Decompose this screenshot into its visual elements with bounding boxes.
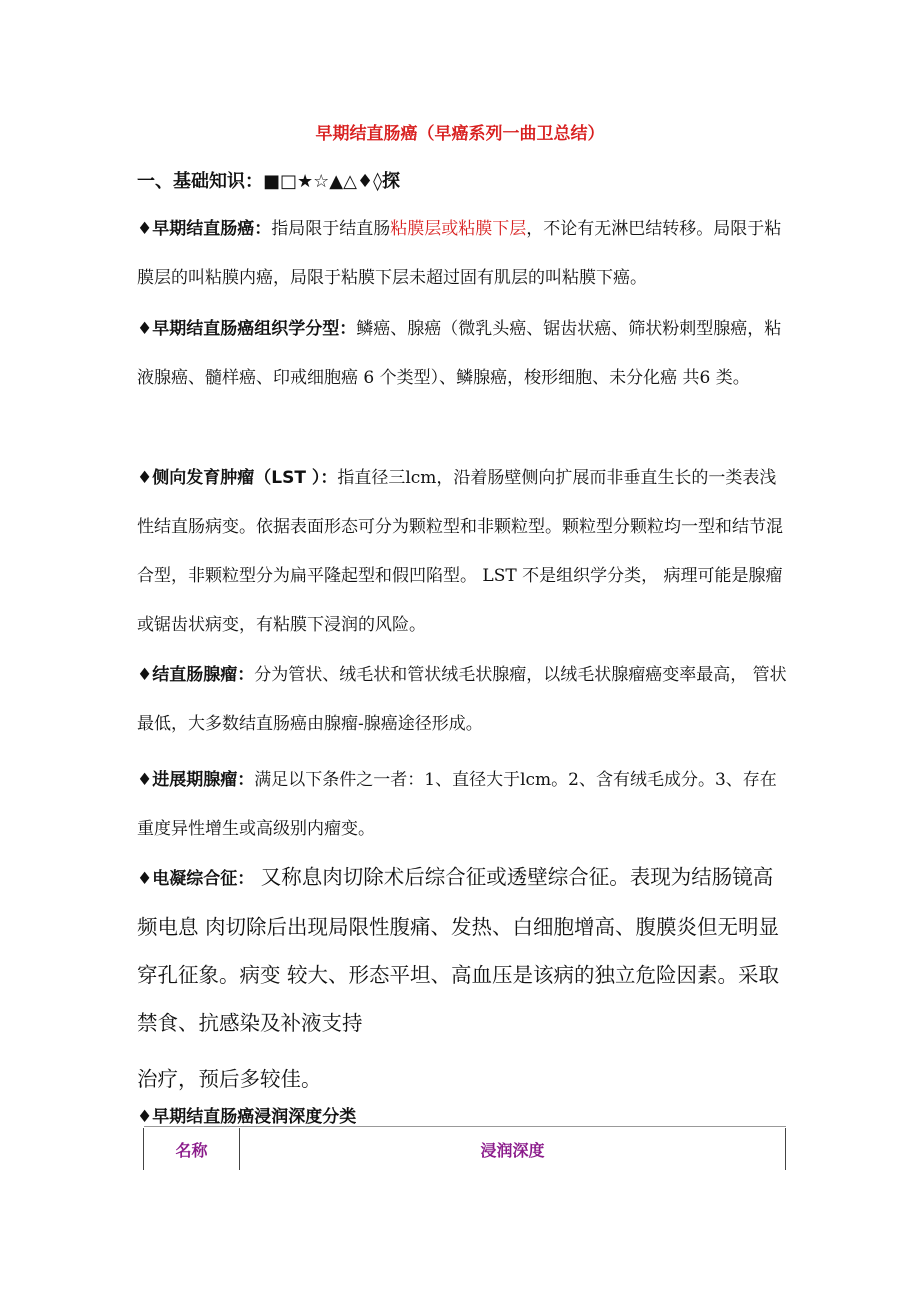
term-advanced-adenoma: 进展期腺瘤：: [152, 770, 255, 790]
bullet-icon: ♦: [137, 219, 153, 239]
bullet-icon: ♦: [137, 869, 153, 889]
definition-text: 分为管状、绒毛状和管状绒毛状腺瘤，以绒毛状腺瘤癌变率最高， 管状最低，大多数结直肠癌由腺瘤-腺癌途径形成。: [137, 665, 787, 734]
paragraph-adenoma: [137, 651, 792, 749]
invasion-depth-table: [143, 1126, 786, 1170]
paragraph-histology: [137, 305, 792, 403]
definition-text: 鳞癌、腺癌（微乳头癌、锯齿状癌、筛状粉刺型腺癌，粘液腺癌、髓样癌、印戒细胞癌 6 个类型）、鳞腺癌，梭形细胞、未分化癌 共6 类。: [137, 319, 782, 388]
bullet-icon: ♦: [137, 665, 153, 685]
paragraph-early-crc: [137, 205, 792, 303]
paragraph-lst: [137, 454, 792, 650]
section-heading-basics: 一、基础知识：■□★☆▲△♦◊探: [137, 171, 401, 192]
term-lst: 侧向发育肿瘤（LST ）：: [152, 468, 338, 488]
term-early-crc: 早期结直肠癌：: [152, 219, 272, 239]
term-coagulation-syndrome: 电凝综合征：: [152, 869, 255, 889]
bullet-icon: ♦: [137, 770, 153, 790]
bullet-icon: ♦: [137, 468, 153, 488]
definition-text: ，不论有无淋巴结转移。局限于粘膜层的叫粘膜内癌，局限于粘膜下层未超过固有肌层的叫粘膜下癌。: [137, 219, 782, 288]
paragraph-coagulation-syndrome: [137, 853, 792, 1047]
definition-text: 满足以下条件之一者：1、直径大于lcm。2、含有绒毛成分。3、存在重度异性增生或高级别内瘤变。: [137, 770, 777, 839]
paragraph-continuation: 治疗，预后多较佳。: [137, 1067, 322, 1091]
bullet-icon: ♦: [137, 319, 153, 339]
table-header-name: 名称: [144, 1128, 240, 1170]
definition-text: 又称息肉切除术后综合征或透壁综合征。表现为结肠镜高频电息 肉切除后出现局限性腹痛、发热、白细胞增高、腹膜炎但无明显穿孔征象。病变 较大、形态平坦、高血压是该病的独立危险因素。采取禁食、抗感染及补液支持: [137, 865, 780, 1035]
paragraph-advanced-adenoma: [137, 756, 792, 854]
document-title: 早期结直肠癌（早癌系列一曲卫总结）: [315, 124, 605, 144]
term-adenoma: 结直肠腺瘤：: [152, 665, 255, 685]
term-histology: 早期结直肠癌组织学分型：: [152, 319, 357, 339]
definition-text: 指直径三lcm，沿着肠壁侧向扩展而非垂直生长的一类表浅性结直肠病变。依据表面形态可分为颗粒型和非颗粒型。颗粒型分颗粒均一型和结节混合型，非颗粒型分为扁平隆起型和假凹陷型。 LST 不是组织学分类， 病理可能是腺瘤或锯齿状病变，有粘膜下浸润的风险。: [137, 468, 783, 635]
definition-text: 指局限于结直肠: [271, 219, 391, 239]
table-title: ♦早期结直肠癌浸润深度分类: [137, 1107, 357, 1127]
highlight-text: 粘膜层或粘膜下层: [390, 219, 527, 239]
table-header-depth: 浸润深度: [240, 1128, 786, 1170]
